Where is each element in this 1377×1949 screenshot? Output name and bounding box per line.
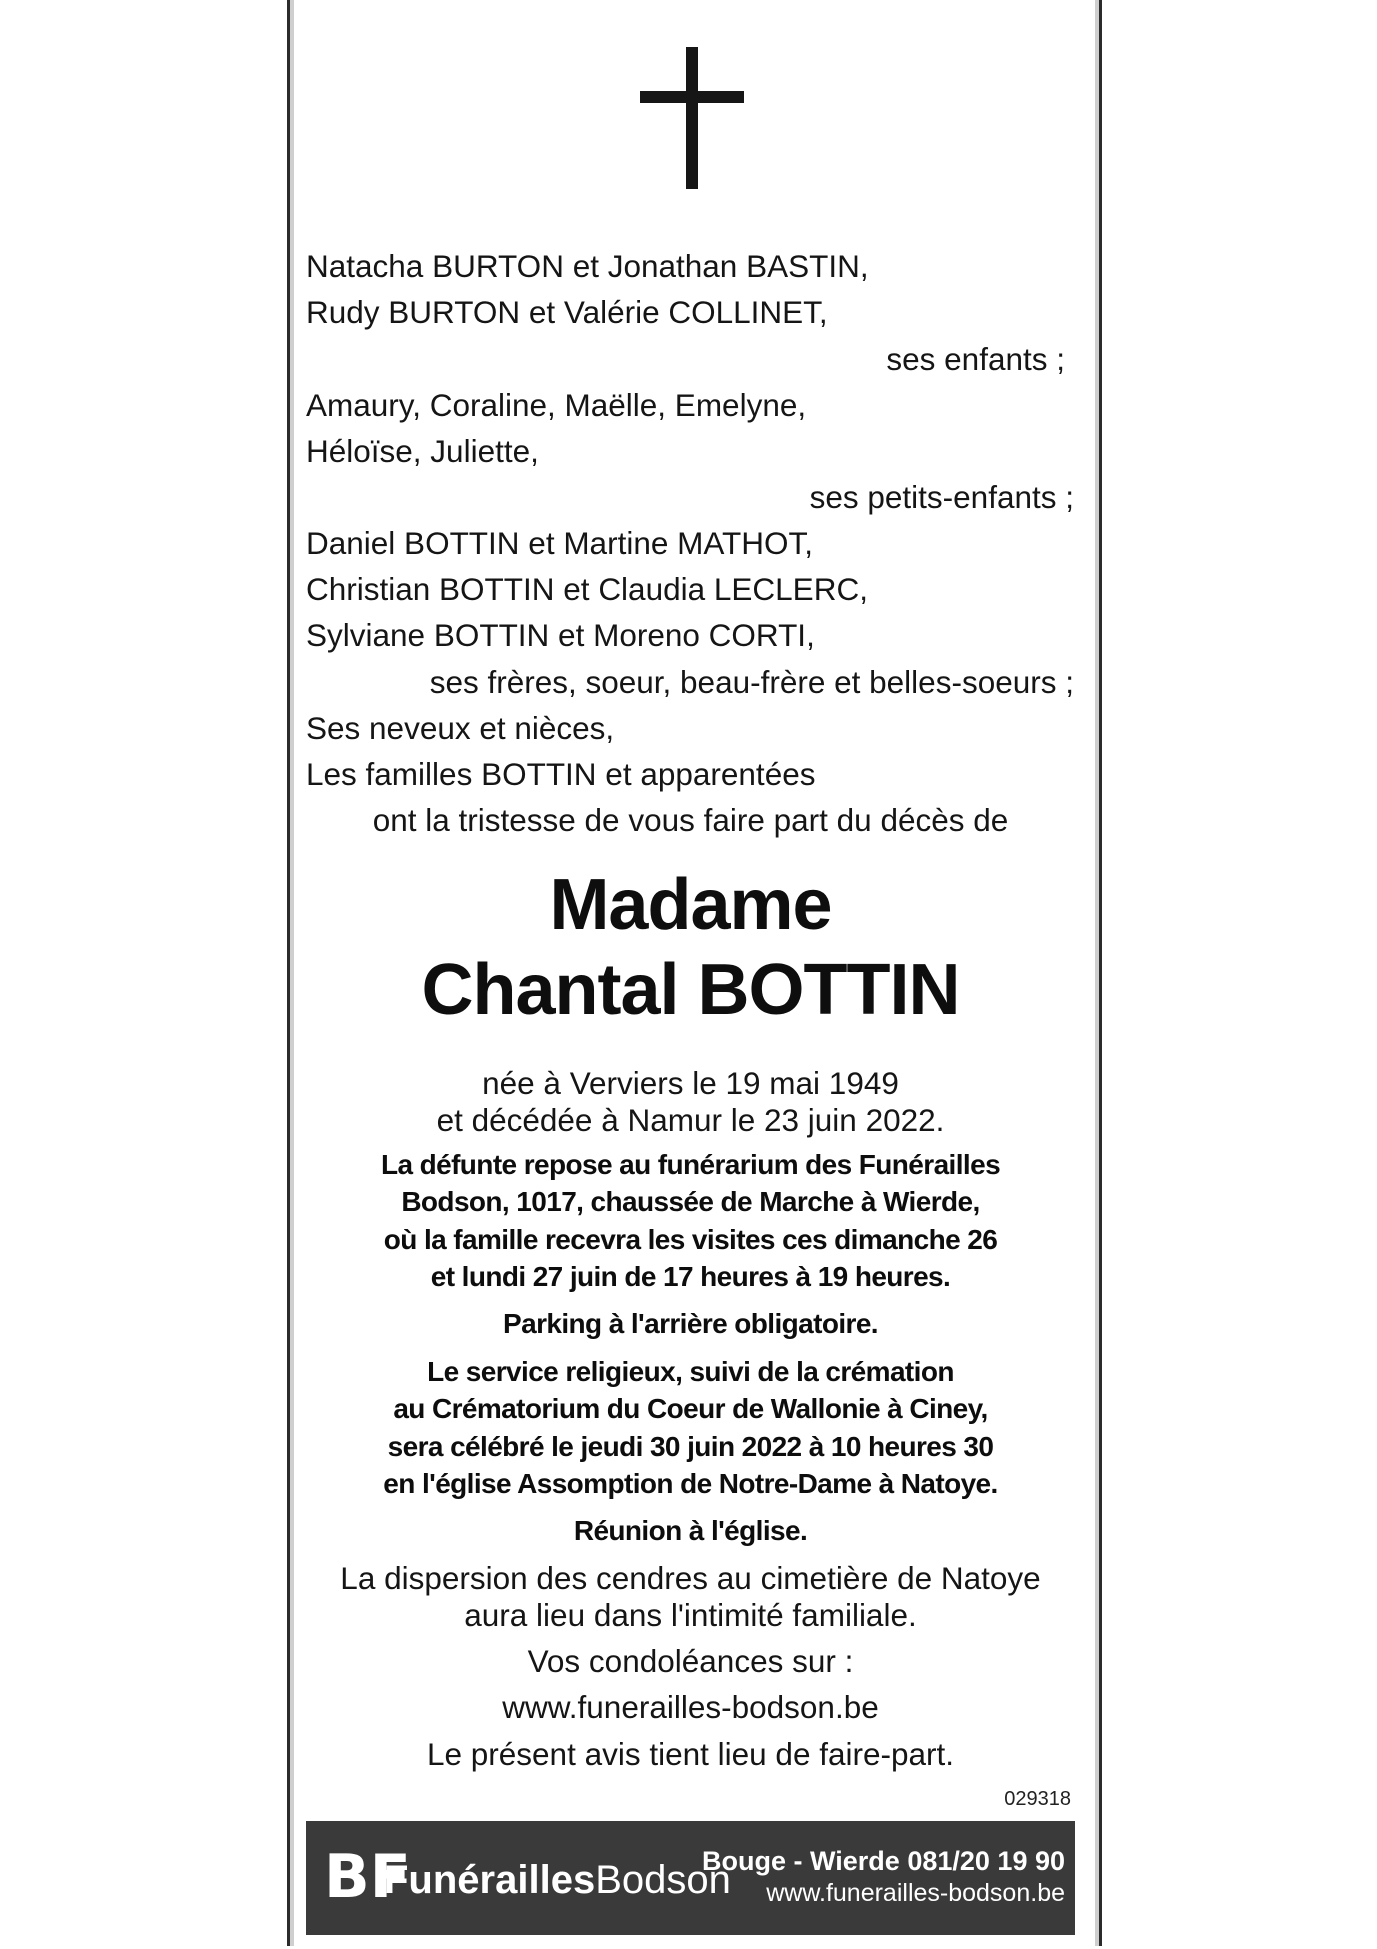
closing-line: aura lieu dans l'intimité familiale.	[464, 1597, 917, 1633]
meeting-line: Réunion à l'église.	[573, 1515, 808, 1546]
family-line: Sylviane BOTTIN et Moreno CORTI,	[306, 617, 815, 653]
banner-website: www.funerailles-bodson.be	[766, 1879, 1065, 1907]
brand-regular: Bodson	[595, 1858, 731, 1902]
deceased-name: Chantal BOTTIN	[421, 950, 960, 1030]
relation-label: ses petits-enfants ;	[809, 479, 1074, 515]
funeral-home-banner	[306, 1821, 1075, 1935]
family-line: Daniel BOTTIN et Martine MATHOT,	[306, 525, 814, 561]
cross-icon	[640, 47, 744, 189]
condolences-line: Vos condoléances sur :	[527, 1643, 854, 1679]
service-line: Le service religieux, suivi de la crémation	[427, 1356, 954, 1387]
family-line: Natacha BURTON et Jonathan BASTIN,	[306, 248, 869, 284]
relation-label: ses enfants ;	[886, 341, 1065, 377]
family-line: Christian BOTTIN et Claudia LECLERC,	[306, 571, 868, 607]
condolences-url: www.funerailles-bodson.be	[502, 1689, 879, 1725]
details-line: et lundi 27 juin de 17 heures à 19 heures.	[430, 1261, 951, 1292]
family-line: Héloïse, Juliette,	[306, 433, 539, 469]
locations: Bouge - Wierde	[702, 1846, 900, 1876]
closing-line: Le présent avis tient lieu de faire-part.	[426, 1736, 955, 1772]
logo-letter-b: BF	[324, 1842, 411, 1912]
service-line: sera célébré le jeudi 30 juin 2022 à 10 heures 30	[387, 1431, 994, 1462]
service-line: en l'église Assomption de Notre-Dame à Natoye.	[383, 1468, 998, 1499]
family-line: Amaury, Coraline, Maëlle, Emelyne,	[306, 387, 807, 423]
family-line: Ses neveux et nièces,	[306, 710, 615, 746]
phone-number: 081/20 19 90	[907, 1846, 1065, 1876]
brand-name	[384, 1856, 731, 1904]
closing-line: La dispersion des cendres au cimetière de Natoye	[340, 1560, 1041, 1596]
birth-line: née à Verviers le 19 mai 1949	[482, 1065, 899, 1101]
contact-block	[702, 1845, 1065, 1909]
details-line: Bodson, 1017, chaussée de Marche à Wierde,	[401, 1186, 980, 1217]
bodson-logo-icon	[322, 1839, 411, 1919]
family-line: Rudy BURTON et Valérie COLLINET,	[306, 294, 828, 330]
deceased-title: Madame	[549, 865, 832, 945]
contact-line	[702, 1845, 1065, 1877]
reference-number: 029318	[1004, 1788, 1071, 1810]
death-line: et décédée à Namur le 23 juin 2022.	[436, 1102, 945, 1138]
details-line: où la famille recevra les visites ces dimanche 26	[383, 1224, 998, 1255]
brand-bold: Funérailles	[384, 1858, 596, 1902]
details-line: La défunte repose au funérarium des Funérailles	[380, 1149, 1001, 1180]
announcement-line: ont la tristesse de vous faire part du décès de	[372, 802, 1009, 838]
service-line: au Crématorium du Coeur de Wallonie à Ciney,	[393, 1393, 988, 1424]
relation-label: ses frères, soeur, beau-frère et belles-soeurs ;	[429, 664, 1074, 700]
family-line: Les familles BOTTIN et apparentées	[306, 756, 816, 792]
parking-line: Parking à l'arrière obligatoire.	[503, 1308, 878, 1339]
